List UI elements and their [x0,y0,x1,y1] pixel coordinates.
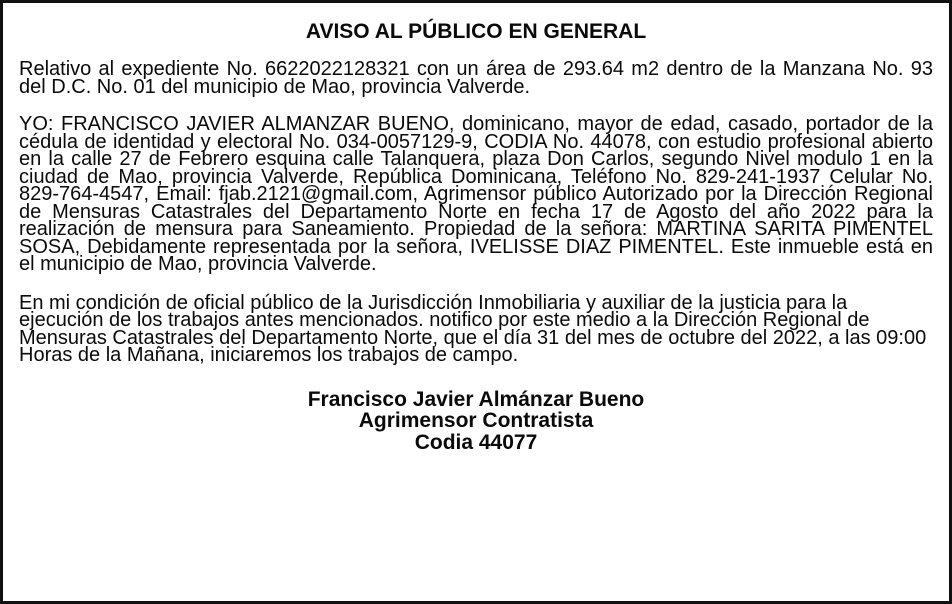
notice-paragraph-notification: En mi condición de oficial público de la Jurisdicción Inmobiliaria y auxiliar de la justicia para la ejecución de los trabajos antes mencionados. notifico por este medio a la Dirección Regional de Mensuras Catastrales del Departamento Norte, que el día 31 del mes de octubre del 2022, a las 09:00 Horas de la Mañana, iniciaremos los trabajos de campo. [19,291,927,366]
notice-paragraph-expediente: Relativo al expediente No. 6622022128321 con un área de 293.64 m2 dentro de la Manzana No. 93 del D.C. No. 01 del municipio de Mao, provincia Valverde. [19,58,933,98]
signature-block [19,389,933,454]
notice-title: AVISO AL PÚBLICO EN GENERAL [305,20,647,43]
signature-name: Francisco Javier Almánzar Bueno [307,387,645,411]
notice-paragraph-declarant: YO: FRANCISCO JAVIER ALMANZAR BUENO, dominicano, mayor de edad, casado, portador de la cédula de identidad y electoral No. 034-0057129-9, CODIA No. 44078, con estudio profesional abierto en la calle 27 de Febrero esquina calle Talanquera, plaza Don Carlos, segundo Nivel modulo 1 en la ciudad de Mao, provincia Valverde, República Dominicana, Teléfono No. 829-241-1937 Celular No. 829-764-4547, Email: fjab.2121@gmail.com, Agrimensor público Autorizado por la Dirección Regional de Mensuras Catastrales del Departamento Norte en fecha 17 de Agosto del año 2022 para la realización de mensura para Saneamiento. Propiedad de la señora: MARTINA SARITA PIMENTEL SOSA, Debidamente representada por la señora, IVELISSE DIAZ PIMENTEL. Este inmueble está en el municipio de Mao, provincia Valverde. [19,113,933,275]
signature-codia: Codia 44077 [414,430,538,454]
signature-role: Agrimensor Contratista [358,409,594,432]
